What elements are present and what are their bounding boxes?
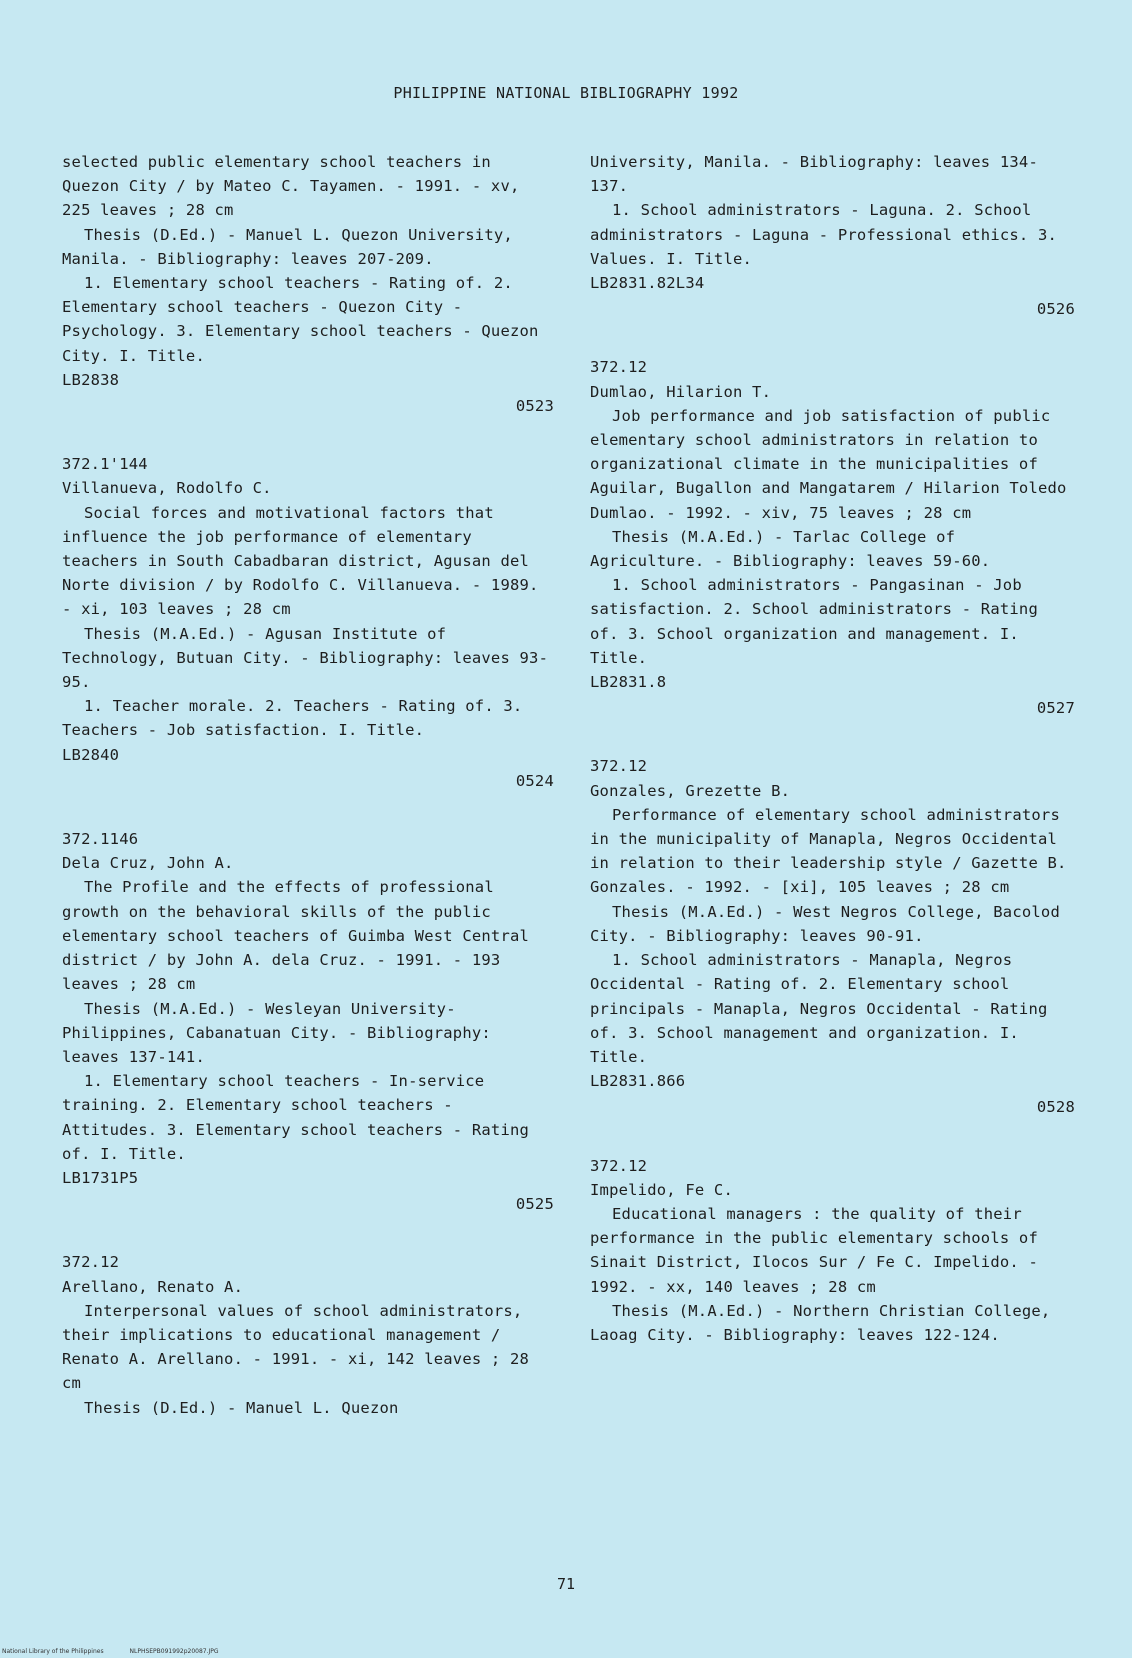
bib-entry	[62, 150, 554, 418]
entry-paragraph: 1. School administrators - Laguna. 2. School administrators - Laguna - Professional ethics. 3. Values. I. Title.	[590, 201, 1058, 268]
author-heading: Villanueva, Rodolfo C.	[62, 479, 272, 498]
class-number: 372.12	[62, 1253, 120, 1272]
entry-paragraph: LB2831.8	[590, 673, 667, 692]
entry-paragraph: LB2831.866	[590, 1072, 686, 1091]
page-title: PHILIPPINE NATIONAL BIBLIOGRAPHY 1992	[393, 84, 739, 102]
entry-paragraph: Social forces and motivational factors that influence the job performance of elementary teachers in South Cabadbaran district, Agusan del Norte division / by Rodolfo C. Villanueva. - 1989. - xi, 103 leaves ; 28 cm	[62, 503, 539, 619]
entry-number: 0523	[515, 397, 554, 416]
bib-entry	[62, 452, 554, 793]
class-number: 372.12	[590, 358, 648, 377]
entry-paragraph: University, Manila. - Bibliography: leaves 134-137.	[590, 153, 1038, 196]
entry-paragraph: Thesis (M.A.Ed.) - Northern Christian College, Laoag City. - Bibliography: leaves 122-124.	[590, 1301, 1051, 1344]
author-heading: Impelido, Fe C.	[590, 1180, 733, 1199]
entry-paragraph: Thesis (D.Ed.) - Manuel L. Quezon University, Manila. - Bibliography: leaves 207-209.	[62, 225, 513, 268]
entry-paragraph: The Profile and the effects of professional growth on the behavioral skills of the public elementary school teachers of Guimba West Central district / by John A. dela Cruz. - 1991. - 193 leaves ; 28 cm	[62, 878, 530, 994]
entry-paragraph: Job performance and job satisfaction of public elementary school administrators in relation to organizational climate in the municipalities of Aguilar, Bugallon and Mangatarem / Hilarion Toledo Dumlao. - 1992. - xiv, 75 leaves ; 28 cm	[590, 406, 1067, 522]
entry-paragraph: Thesis (M.A.Ed.) - West Negros College, Bacolod City. - Bibliography: leaves 90-91.	[590, 902, 1060, 945]
entry-paragraph: Thesis (M.A.Ed.) - Agusan Institute of Technology, Butuan City. - Bibliography: leaves 93-95.	[62, 624, 549, 692]
entry-paragraph: LB2831.82L34	[590, 274, 705, 293]
scan-footer	[2, 1648, 243, 1655]
author-heading: Dumlao, Hilarion T.	[590, 382, 772, 401]
entry-paragraph: Educational managers : the quality of their performance in the public elementary schools of Sinait District, Ilocos Sur / Fe C. Impelido. - 1992. - xx, 140 leaves ; 28 cm	[590, 1204, 1038, 1296]
entry-paragraph: Thesis (M.A.Ed.) - Tarlac College of Agriculture. - Bibliography: leaves 59-60.	[590, 527, 991, 571]
class-number: 372.12	[590, 1156, 648, 1175]
entry-paragraph: Thesis (D.Ed.) - Manuel L. Quezon	[84, 1398, 399, 1417]
bib-entry	[590, 754, 1075, 1119]
bib-entry	[590, 150, 1075, 321]
entry-paragraph: Thesis (M.A.Ed.) - Wesleyan University-Philippines, Cabanatuan City. - Bibliography: leaves 137-141.	[62, 999, 491, 1066]
entry-paragraph: Interpersonal values of school administrators, their implications to educational management / Renato A. Arellano. - 1991. - xi, 142 leaves ; 28 cm	[62, 1301, 530, 1393]
class-number: 372.12	[590, 757, 648, 776]
entry-paragraph: 1. Teacher morale. 2. Teachers - Rating of. 3. Teachers - Job satisfaction. I. Title.	[62, 697, 523, 740]
page-number: 71	[556, 1575, 576, 1593]
entry-paragraph: Performance of elementary school administrators in the municipality of Manapla, Negros Occidental in relation to their leadership style / Gazette B. Gonzales. - 1992. - [xi], 105 leaves ; 28 cm	[590, 805, 1067, 897]
bib-entry	[590, 1154, 1075, 1348]
class-number: 372.1146	[62, 830, 139, 849]
bib-entry	[590, 355, 1075, 720]
class-number: 372.1'144	[62, 455, 148, 474]
author-heading: Gonzales, Grezette B.	[590, 781, 791, 800]
entry-number: 0528	[1036, 1098, 1075, 1117]
entry-number: 0525	[515, 1195, 554, 1214]
entry-paragraph: 1. Elementary school teachers - In-service training. 2. Elementary school teachers - Attitudes. 3. Elementary school teachers - Rating of. I. Title.	[62, 1072, 530, 1163]
author-heading: Dela Cruz, John A.	[62, 854, 234, 873]
bib-entry	[62, 827, 554, 1216]
entry-number: 0524	[515, 771, 554, 790]
entry-paragraph: LB2838	[62, 370, 120, 389]
entry-number: 0527	[1036, 699, 1075, 718]
entry-number: 0526	[1036, 300, 1075, 319]
entry-paragraph: LB2840	[62, 745, 120, 764]
entry-paragraph: selected public elementary school teachers in Quezon City / by Mateo C. Tayamen. - 1991. - xv, 225 leaves ; 28 cm	[62, 153, 520, 220]
entry-paragraph: 1. School administrators - Manapla, Negros Occidental - Rating of. 2. Elementary school principals - Manapla, Negros Occidental - Rating of. 3. School management and organization. I. Title.	[590, 951, 1048, 1066]
entry-paragraph: LB1731P5	[62, 1168, 139, 1187]
footer-library: National Library of the Philippines	[2, 1648, 104, 1655]
right-column	[590, 150, 1075, 1347]
left-column	[62, 150, 554, 1420]
footer-file: NLPHSEPB091992p20087.JPG	[129, 1648, 219, 1655]
entry-paragraph: 1. School administrators - Pangasinan - Job satisfaction. 2. School administrators - Rating of. 3. School organization and management. I. Title.	[590, 576, 1038, 667]
author-heading: Arellano, Renato A.	[62, 1277, 244, 1296]
bib-entry	[62, 1250, 554, 1419]
entry-paragraph: 1. Elementary school teachers - Rating of. 2. Elementary school teachers - Quezon City - Psychology. 3. Elementary school teachers - Quezon City. I. Title.	[62, 274, 539, 365]
